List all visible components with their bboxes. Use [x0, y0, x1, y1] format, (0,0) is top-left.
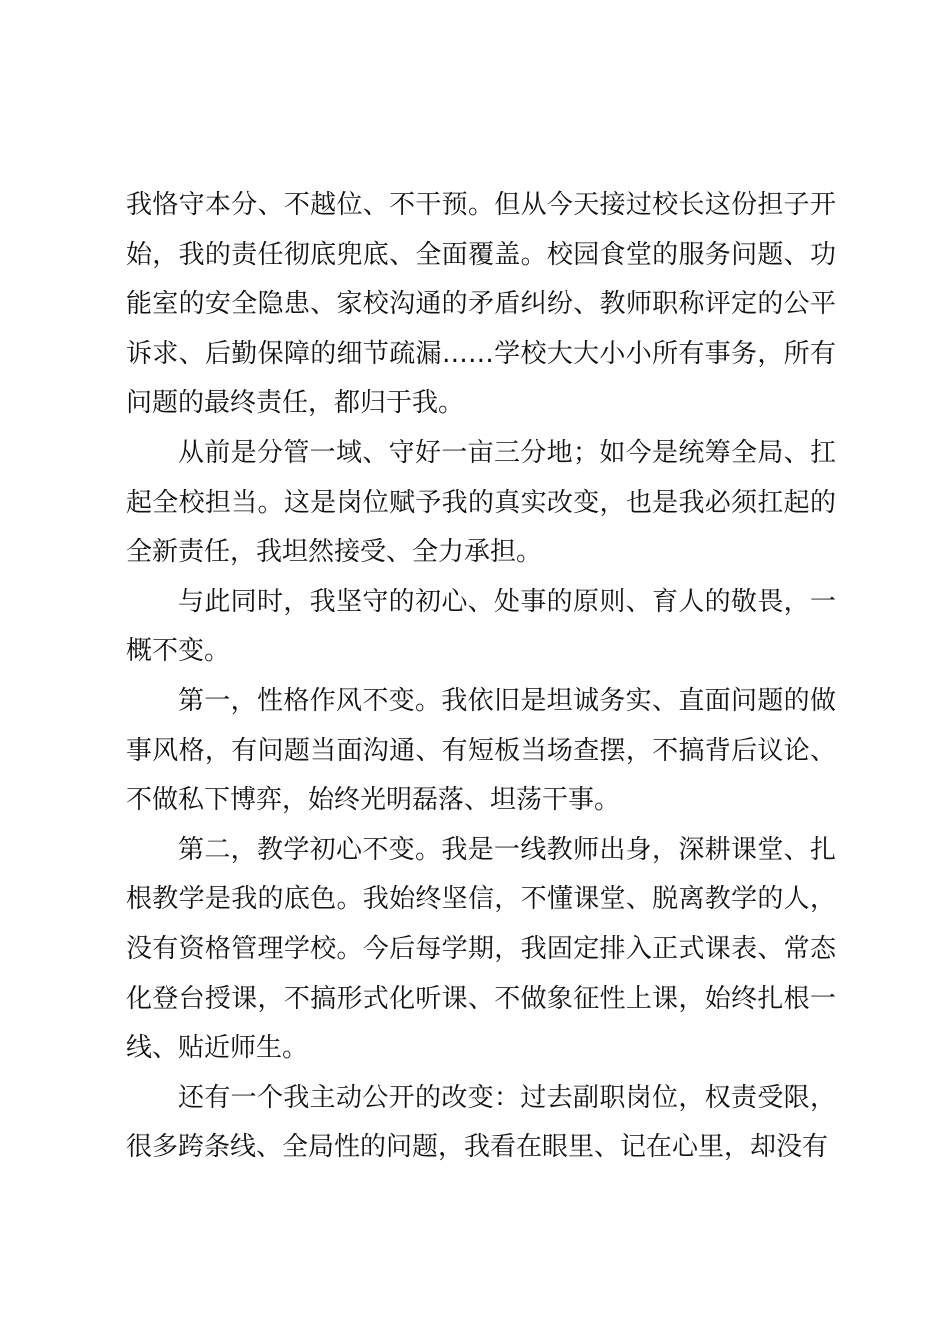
- paragraph-2: 从前是分管一域、守好一亩三分地；如今是统筹全局、扛起全校担当。这是岗位赋予我的真实改变，也是我必须扛起的全新责任，我坦然接受、全力承担。: [126, 437, 836, 568]
- paragraph-6: 还有一个我主动公开的改变：过去副职岗位，权责受限，很多跨条线、全局性的问题，我看在眼里、记在心里，却没有: [126, 1082, 836, 1163]
- document-body: [126, 181, 836, 1173]
- paragraph-1: 我恪守本分、不越位、不干预。但从今天接过校长这份担子开始，我的责任彻底兜底、全面覆盖。校园食堂的服务问题、功能室的安全隐患、家校沟通的矛盾纠纷、教师职称评定的公平诉求、后勤保障的细节疏漏……学校大大小小所有事务，所有问题的最终责任，都归于我。: [126, 190, 836, 419]
- paragraph-4: 第一，性格作风不变。我依旧是坦诚务实、直面问题的做事风格，有问题当面沟通、有短板当场查摆，不搞背后议论、不做私下博弈，始终光明磊落、坦荡干事。: [126, 685, 836, 816]
- paragraph-3: 与此同时，我坚守的初心、处事的原则、育人的敬畏，一概不变。: [126, 586, 836, 667]
- paragraph-5: 第二，教学初心不变。我是一线教师出身，深耕课堂、扎根教学是我的底色。我始终坚信，不懂课堂、脱离教学的人，没有资格管理学校。今后每学期，我固定排入正式课表、常态化登台授课，不搞形式化听课、不做象征性上课，始终扎根一线、贴近师生。: [126, 834, 836, 1064]
